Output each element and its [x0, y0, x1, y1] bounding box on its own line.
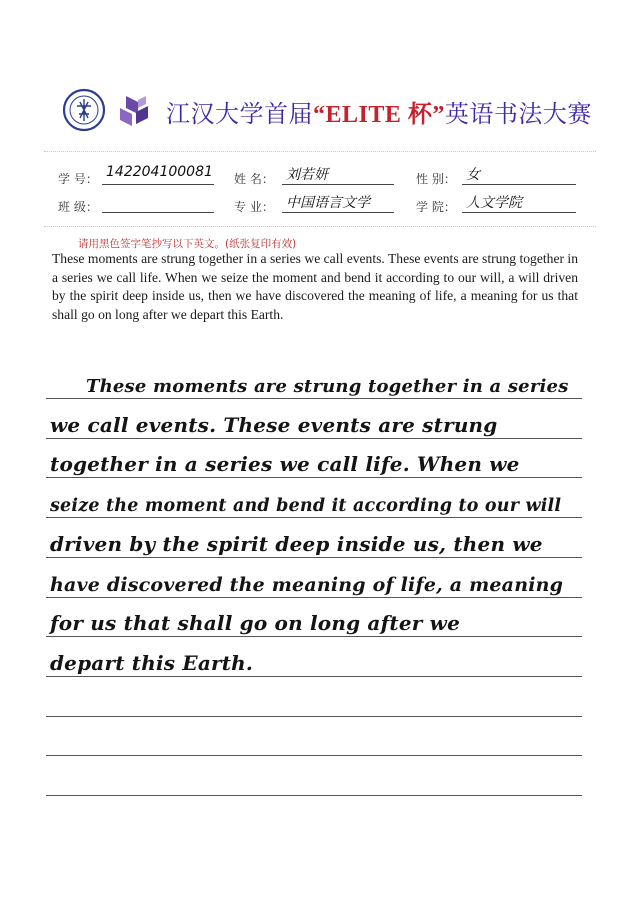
header — [62, 88, 602, 134]
ruled-line — [46, 408, 582, 439]
class-field — [102, 192, 214, 213]
ruled-line — [46, 725, 582, 756]
ruled-line — [46, 487, 582, 518]
major-label: 专 业： — [234, 200, 274, 214]
student-id-field: 142204100081 — [102, 164, 214, 185]
gender-field: 女 — [462, 164, 576, 185]
gender-label: 性 别： — [416, 172, 456, 186]
ruled-line — [46, 765, 582, 796]
ruled-line — [46, 646, 582, 677]
info-row-2 — [58, 192, 588, 216]
university-seal-icon — [62, 88, 106, 132]
name-label: 姓 名： — [234, 172, 274, 186]
college-field: 人文学院 — [462, 192, 576, 213]
handwritten-line: have discovered the meaning of life, a meaning — [50, 573, 564, 596]
ruled-line — [46, 368, 582, 399]
source-passage: These moments are strung together in a series we call events. These events are strung together in a series we call life. When we seize the moment and bend it according to our will, a will driven by the spirit deep inside us, then we have discovered the meaning of life, a meaning for us that shall go on long after we depart this Earth. — [52, 251, 578, 322]
class-label: 班 级： — [58, 200, 98, 214]
ruled-line — [46, 686, 582, 717]
handwritten-line: together in a series we call life. When we — [50, 452, 520, 477]
instruction-text: 请用黑色签字笔抄写以下英文。(纸张复印有效) — [78, 238, 297, 250]
ruled-line — [46, 447, 582, 478]
ruled-line — [46, 606, 582, 637]
handwritten-line: for us that shall go on long after we — [50, 611, 460, 636]
info-row-1 — [58, 164, 588, 188]
handwritten-line: These moments are strung together in a series — [86, 376, 569, 397]
student-id-label: 学 号： — [58, 172, 98, 186]
handwritten-line: seize the moment and bend it according to our will — [50, 496, 562, 517]
name-field: 刘若妍 — [282, 164, 394, 185]
college-label: 学 院： — [416, 200, 456, 214]
contest-title: 江汉大学首届“ELITE 杯”英语书法大赛 — [166, 100, 592, 128]
contest-logo-icon — [116, 94, 152, 130]
divider — [44, 151, 596, 152]
major-field: 中国语言文学 — [282, 192, 394, 213]
handwritten-line: depart this Earth. — [50, 650, 254, 675]
handwritten-line: we call events. These events are strung — [50, 412, 498, 437]
handwritten-line: driven by the spirit deep inside us, then we — [50, 531, 543, 556]
ruled-line — [46, 567, 582, 598]
divider — [44, 226, 596, 227]
ruled-line — [46, 527, 582, 558]
